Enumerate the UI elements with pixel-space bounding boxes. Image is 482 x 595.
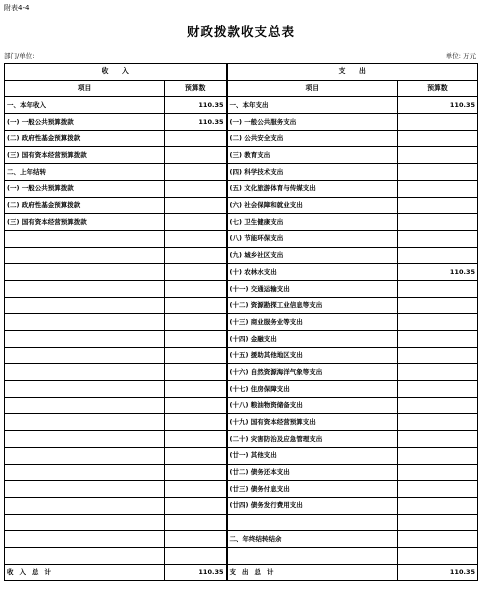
income-item-cell: [5, 230, 165, 247]
table-row: [5, 180, 478, 197]
table-row: [5, 230, 478, 247]
department-label: 部门/单位:: [4, 52, 35, 60]
income-item-cell: [5, 364, 165, 381]
income-budget-cell: [165, 447, 227, 464]
expense-item-cell: (廿二) 债务还本支出: [227, 464, 398, 481]
income-item-cell: [5, 481, 165, 498]
income-item-cell: (二) 政府性基金预算拨款: [5, 197, 165, 214]
unit-label: 单位: 万元: [445, 52, 476, 60]
income-budget-cell: [165, 347, 227, 364]
expense-item-cell: (十六) 自然资源海洋气象等支出: [227, 364, 398, 381]
table-row: [5, 114, 478, 131]
expense-budget-header: 预算数: [398, 80, 478, 97]
income-item-cell: [5, 280, 165, 297]
expense-total-label: 支出总计: [227, 564, 398, 581]
income-item-cell: [5, 331, 165, 348]
income-item-cell: [5, 464, 165, 481]
expense-budget-cell: [398, 431, 478, 448]
income-budget-cell: [165, 497, 227, 514]
income-budget-cell: [165, 547, 227, 564]
expense-budget-cell: [398, 497, 478, 514]
table-row: [5, 247, 478, 264]
income-item-cell: [5, 497, 165, 514]
income-item-cell: [5, 297, 165, 314]
table-row: [5, 314, 478, 331]
table-row: [5, 431, 478, 448]
income-budget-cell: [165, 364, 227, 381]
income-budget-cell: [165, 197, 227, 214]
expense-item-cell: (廿四) 债务发行费用支出: [227, 497, 398, 514]
expense-item-cell: (十二) 资源勘探工业信息等支出: [227, 297, 398, 314]
income-item-cell: [5, 547, 165, 564]
income-item-cell: (三) 国有资本经营预算拨款: [5, 214, 165, 231]
table-row: [5, 414, 478, 431]
income-item-cell: [5, 247, 165, 264]
expense-budget-cell: 110.35: [398, 264, 478, 281]
expense-item-cell: (十九) 国有资本经营预算支出: [227, 414, 398, 431]
expense-budget-cell: [398, 230, 478, 247]
expense-item-cell: (廿三) 债务付息支出: [227, 481, 398, 498]
expense-budget-cell: [398, 314, 478, 331]
expense-total-value: 110.35: [398, 564, 478, 581]
expense-budget-cell: [398, 331, 478, 348]
table-row: [5, 497, 478, 514]
income-item-cell: (三) 国有资本经营预算拨款: [5, 147, 165, 164]
income-budget-cell: [165, 297, 227, 314]
totals-row: [5, 564, 478, 581]
expense-item-cell: (七) 卫生健康支出: [227, 214, 398, 231]
table-row: [5, 280, 478, 297]
expense-item-cell: (十七) 住房保障支出: [227, 381, 398, 398]
income-budget-cell: [165, 280, 227, 297]
income-budget-cell: [165, 381, 227, 398]
income-item-cell: 一、本年收入: [5, 97, 165, 114]
income-budget-cell: [165, 214, 227, 231]
income-item-cell: [5, 431, 165, 448]
table-row: [5, 164, 478, 181]
expense-budget-cell: [398, 180, 478, 197]
income-item-cell: [5, 531, 165, 548]
expense-budget-cell: 110.35: [398, 97, 478, 114]
expense-budget-cell: [398, 531, 478, 548]
expense-item-cell: (九) 城乡社区支出: [227, 247, 398, 264]
expense-budget-cell: [398, 347, 478, 364]
expense-item-cell: (一) 一般公共服务支出: [227, 114, 398, 131]
table-row: [5, 97, 478, 114]
expense-item-cell: (十五) 援助其他地区支出: [227, 347, 398, 364]
table-row: [5, 147, 478, 164]
expense-budget-cell: [398, 214, 478, 231]
expense-budget-cell: [398, 280, 478, 297]
table-row: [5, 447, 478, 464]
income-header: 收 入: [5, 64, 227, 81]
expense-item-cell: (八) 节能环保支出: [227, 230, 398, 247]
income-item-cell: [5, 414, 165, 431]
page-title: 财政拨款收支总表: [186, 24, 295, 39]
income-item-header: 项目: [5, 80, 165, 97]
income-budget-cell: [165, 247, 227, 264]
income-budget-cell: [165, 264, 227, 281]
table-row: [5, 197, 478, 214]
expense-budget-cell: [398, 381, 478, 398]
expense-budget-cell: [398, 297, 478, 314]
table-row: [5, 347, 478, 364]
income-budget-cell: [165, 130, 227, 147]
table-row: [5, 264, 478, 281]
expense-budget-cell: [398, 514, 478, 531]
income-budget-cell: [165, 164, 227, 181]
income-item-cell: [5, 397, 165, 414]
income-item-cell: [5, 264, 165, 281]
income-budget-cell: [165, 464, 227, 481]
income-budget-cell: [165, 431, 227, 448]
income-item-cell: [5, 314, 165, 331]
expense-budget-cell: [398, 197, 478, 214]
expense-item-cell: [227, 514, 398, 531]
expense-item-cell: (三) 教育支出: [227, 147, 398, 164]
income-total-label: 收入总计: [5, 564, 165, 581]
table-row: [5, 531, 478, 548]
income-total-value: 110.35: [165, 564, 227, 581]
expense-budget-cell: [398, 464, 478, 481]
expense-item-header: 项目: [227, 80, 398, 97]
expense-item-cell: (十一) 交通运输支出: [227, 280, 398, 297]
expense-header: 支 出: [227, 64, 478, 81]
income-item-cell: 二、上年结转: [5, 164, 165, 181]
income-budget-cell: [165, 147, 227, 164]
expense-item-cell: (六) 社会保障和就业支出: [227, 197, 398, 214]
expense-budget-cell: [398, 481, 478, 498]
table-row: [5, 481, 478, 498]
section-header-row: [5, 64, 478, 81]
expense-budget-cell: [398, 364, 478, 381]
income-budget-cell: [165, 531, 227, 548]
income-item-cell: [5, 447, 165, 464]
expense-item-cell: (十八) 粮油物资储备支出: [227, 397, 398, 414]
expense-item-cell: (十) 农林水支出: [227, 264, 398, 281]
expense-budget-cell: [398, 447, 478, 464]
expense-item-cell: 二、年终结转结余: [227, 531, 398, 548]
income-budget-cell: 110.35: [165, 114, 227, 131]
income-budget-cell: [165, 331, 227, 348]
income-budget-cell: 110.35: [165, 97, 227, 114]
column-header-row: [5, 80, 478, 97]
expense-budget-cell: [398, 397, 478, 414]
table-row: [5, 397, 478, 414]
income-budget-cell: [165, 314, 227, 331]
table-row: [5, 331, 478, 348]
income-budget-cell: [165, 514, 227, 531]
table-row: [5, 364, 478, 381]
table-row: [5, 381, 478, 398]
budget-summary-table: [4, 63, 478, 581]
expense-item-cell: (四) 科学技术支出: [227, 164, 398, 181]
table-row: [5, 214, 478, 231]
attachment-label: 附表4-4: [4, 4, 30, 12]
expense-budget-cell: [398, 164, 478, 181]
table-row: [5, 514, 478, 531]
expense-item-cell: (二十) 灾害防治及应急管理支出: [227, 431, 398, 448]
table-row: [5, 464, 478, 481]
income-budget-cell: [165, 397, 227, 414]
income-budget-cell: [165, 414, 227, 431]
expense-budget-cell: [398, 247, 478, 264]
income-budget-header: 预算数: [165, 80, 227, 97]
income-budget-cell: [165, 481, 227, 498]
expense-item-cell: (二) 公共安全支出: [227, 130, 398, 147]
expense-budget-cell: [398, 414, 478, 431]
income-budget-cell: [165, 230, 227, 247]
expense-item-cell: (廿一) 其他支出: [227, 447, 398, 464]
income-item-cell: (一) 一般公共预算拨款: [5, 114, 165, 131]
expense-budget-cell: [398, 114, 478, 131]
income-item-cell: (二) 政府性基金预算拨款: [5, 130, 165, 147]
income-budget-cell: [165, 180, 227, 197]
expense-item-cell: (十三) 商业服务业等支出: [227, 314, 398, 331]
expense-item-cell: (十四) 金融支出: [227, 331, 398, 348]
expense-budget-cell: [398, 130, 478, 147]
income-item-cell: [5, 347, 165, 364]
table-row: [5, 130, 478, 147]
table-row: [5, 297, 478, 314]
income-item-cell: [5, 514, 165, 531]
expense-item-cell: [227, 547, 398, 564]
income-item-cell: (一) 一般公共预算拨款: [5, 180, 165, 197]
expense-item-cell: (五) 文化旅游体育与传媒支出: [227, 180, 398, 197]
income-item-cell: [5, 381, 165, 398]
expense-budget-cell: [398, 147, 478, 164]
expense-item-cell: 一、本年支出: [227, 97, 398, 114]
expense-budget-cell: [398, 547, 478, 564]
table-row: [5, 547, 478, 564]
